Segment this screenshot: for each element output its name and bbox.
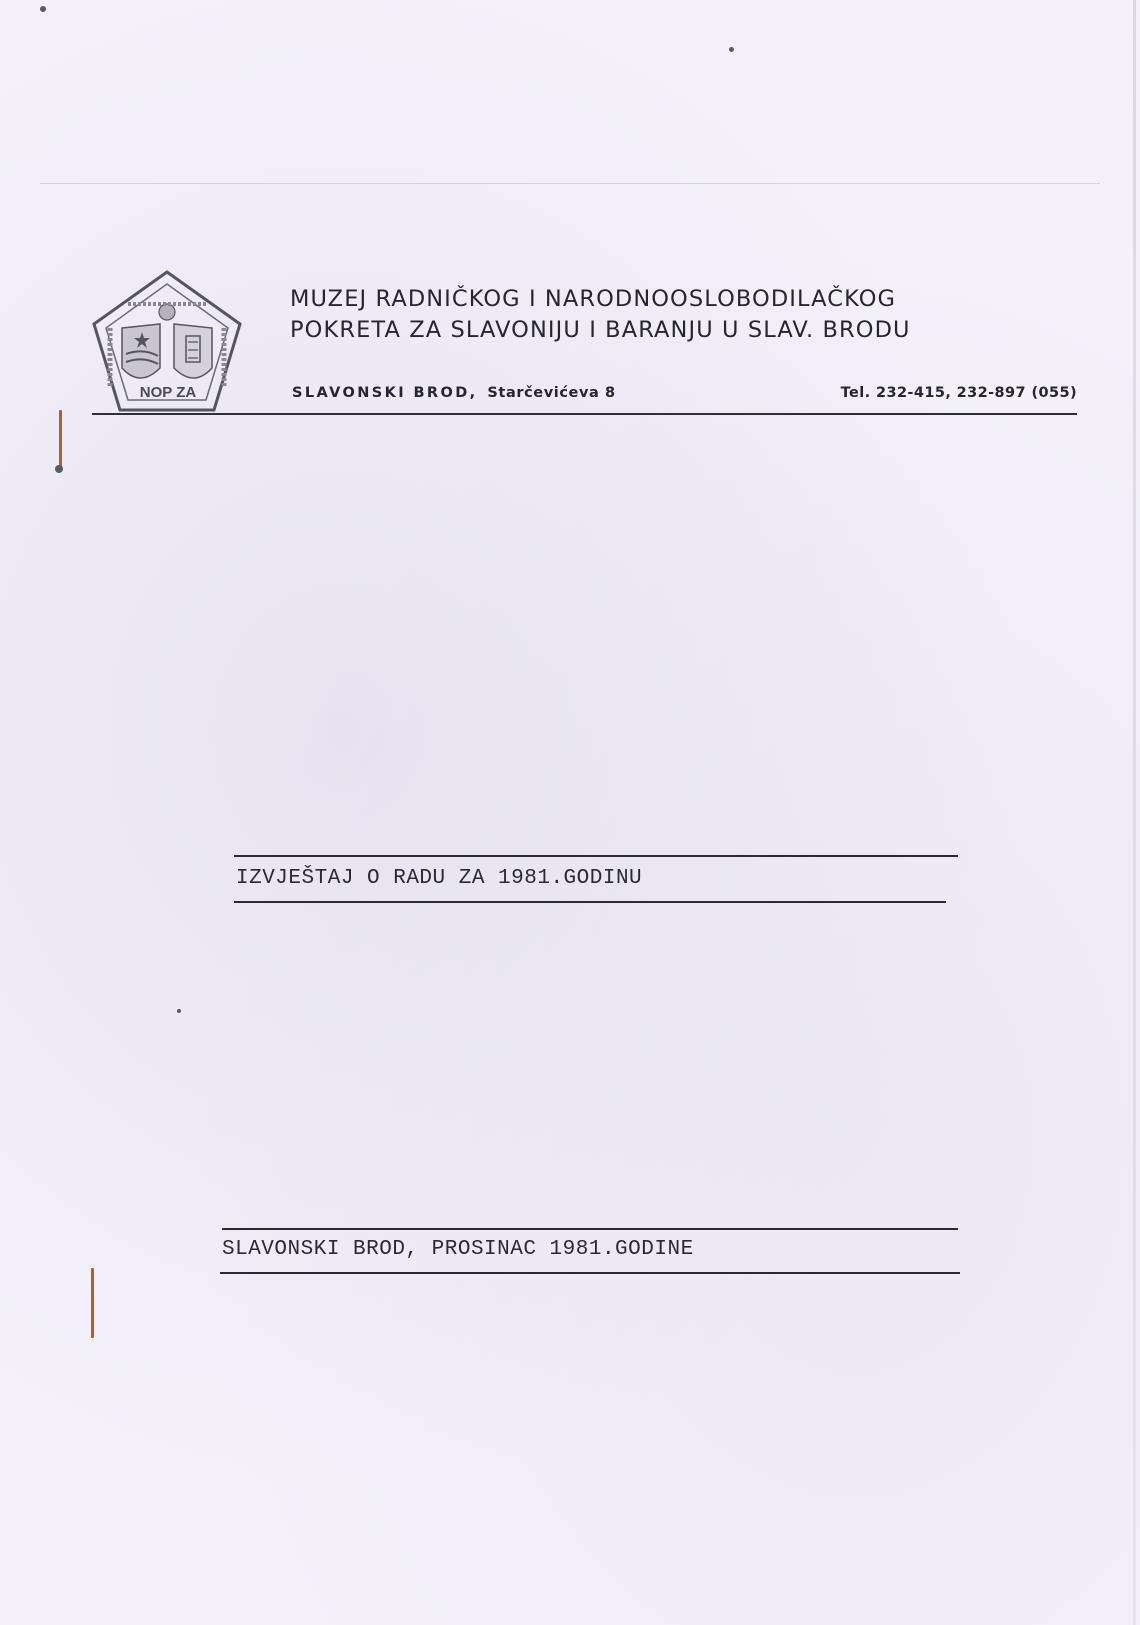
ink-speck (177, 1009, 181, 1013)
date-rule-top (222, 1228, 958, 1230)
title-rule-bottom (234, 901, 946, 903)
letterhead-divider (92, 413, 1077, 415)
ink-speck (729, 47, 734, 52)
address-row (292, 385, 1077, 407)
address-city: SLAVONSKI BROD, (292, 385, 478, 401)
fold-line (40, 183, 1100, 184)
seal-text: NOP ZA (139, 384, 197, 401)
report-title: IZVJEŠTAJ O RADU ZA 1981.GODINU (236, 867, 643, 890)
phone-numbers: Tel. 232-415, 232-897 (055) (840, 385, 1077, 401)
museum-seal-logo (88, 268, 246, 418)
staple-mark-bottom (91, 1268, 94, 1338)
title-rule-top (234, 855, 958, 857)
place-and-date: SLAVONSKI BROD, PROSINAC 1981.GODINE (222, 1238, 694, 1261)
date-rule-bottom (220, 1272, 960, 1274)
institution-name-line1: MUZEJ RADNIČKOG I NARODNOOSLOBODILAČKOG (290, 286, 897, 312)
page-edge (1133, 0, 1136, 1625)
address-street: Starčevićeva 8 (487, 385, 616, 401)
ink-speck (55, 465, 63, 473)
staple-mark-top (59, 410, 62, 472)
institution-name-line2: POKRETA ZA SLAVONIJU I BARANJU U SLAV. BRODU (290, 317, 911, 343)
address (292, 385, 616, 401)
ink-speck (40, 6, 46, 12)
